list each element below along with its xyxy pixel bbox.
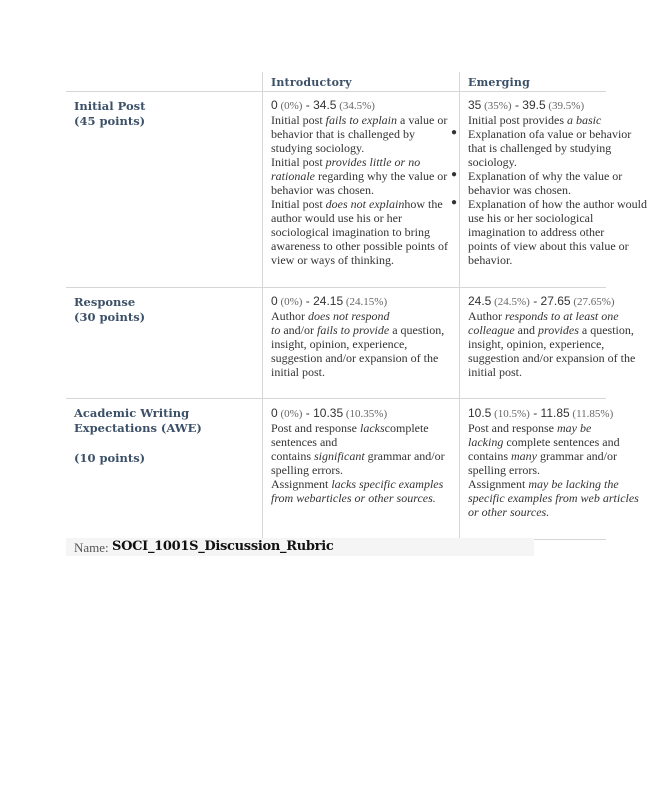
score-high: 10.35 bbox=[313, 406, 344, 420]
column-header-introductory: Introductory bbox=[271, 76, 352, 89]
criterion-text-line bbox=[468, 225, 606, 239]
pct-high: (11.85%) bbox=[569, 408, 614, 420]
pct-low: (10.5%) bbox=[491, 408, 530, 420]
text: how the bbox=[404, 197, 443, 211]
text: Explanation ofa value or behavior bbox=[468, 127, 632, 141]
criterion-points: (10 points) bbox=[74, 451, 146, 465]
text: initial post. bbox=[271, 365, 325, 379]
emphasized-text: colleague bbox=[468, 323, 515, 337]
pct-high: (39.5%) bbox=[545, 100, 585, 112]
text: Assignment bbox=[468, 477, 529, 491]
criterion-title-line2: Expectations (AWE) bbox=[74, 421, 202, 435]
score-high: 39.5 bbox=[522, 98, 546, 112]
text: grammar and/or bbox=[537, 449, 617, 463]
text: Explanation of why the value or bbox=[468, 169, 623, 183]
criterion-text-line bbox=[271, 169, 457, 183]
emphasized-text: lacks bbox=[360, 421, 385, 435]
score-low: 24.5 bbox=[468, 294, 492, 308]
text: complete sentences and bbox=[503, 435, 620, 449]
score-low: 0 bbox=[271, 406, 278, 420]
text: sociology. bbox=[468, 155, 517, 169]
cell-response-introductory bbox=[271, 294, 457, 379]
text: sociological imagination to bring bbox=[271, 225, 430, 239]
score-high: 27.65 bbox=[540, 294, 571, 308]
text: grammar and/or bbox=[364, 449, 445, 463]
criterion-awe bbox=[74, 406, 254, 466]
text: behavior that is challenged by bbox=[271, 127, 415, 141]
score-range bbox=[468, 98, 606, 113]
emphasized-text: significant bbox=[314, 449, 365, 463]
pct-low: (0%) bbox=[277, 408, 303, 420]
pct-high: (10.35%) bbox=[343, 408, 388, 420]
criterion-text-line bbox=[271, 127, 457, 141]
emphasized-text: lacks specific examples bbox=[331, 477, 444, 491]
text: author would use his or her bbox=[271, 211, 402, 225]
score-high: 24.15 bbox=[313, 294, 344, 308]
text: awareness to other possible points of bbox=[271, 239, 448, 253]
text: Author bbox=[271, 309, 308, 323]
text: contains bbox=[271, 449, 314, 463]
pct-high: (34.5%) bbox=[336, 100, 375, 112]
text: and/or bbox=[280, 323, 317, 337]
text: points of view about this value or bbox=[468, 239, 629, 253]
criterion-text-line bbox=[468, 239, 629, 253]
text: insight, opinion, experience, bbox=[468, 337, 605, 351]
emphasized-text: fails to provide bbox=[317, 323, 390, 337]
score-low: 35 bbox=[468, 98, 482, 112]
text: complete bbox=[384, 421, 429, 435]
criterion-text-line bbox=[271, 253, 457, 267]
score-dash: - bbox=[302, 294, 314, 308]
criterion-text-line bbox=[468, 477, 619, 491]
criterion-text-line bbox=[468, 155, 606, 169]
document-name: SOCI_1001S_Discussion_Rubric bbox=[112, 539, 334, 554]
text: spelling errors. bbox=[468, 463, 540, 477]
criterion-text-line bbox=[271, 323, 457, 337]
criterion-text-line bbox=[271, 225, 457, 239]
text: suggestion and/or expansion of the bbox=[468, 351, 636, 365]
criterion-text-line bbox=[468, 169, 623, 183]
criterion-text-line bbox=[271, 463, 457, 477]
text: imagination to address other bbox=[468, 225, 605, 239]
text: Post and response bbox=[468, 421, 557, 435]
name-label: Name: bbox=[74, 540, 109, 555]
criterion-text-line bbox=[271, 309, 457, 323]
pct-high: (27.65%) bbox=[570, 296, 615, 308]
criterion-title: Response bbox=[74, 295, 136, 309]
text: regarding why the value or bbox=[315, 169, 448, 183]
document-name-bar bbox=[66, 538, 534, 556]
text: studying sociology. bbox=[271, 141, 365, 155]
text: Initial post provides bbox=[468, 113, 567, 127]
criterion-text-line bbox=[468, 323, 634, 337]
criterion-text-line bbox=[468, 253, 606, 267]
score-dash: - bbox=[529, 294, 541, 308]
criterion-text-line bbox=[271, 351, 457, 365]
text: Assignment bbox=[271, 477, 332, 491]
score-high: 11.85 bbox=[540, 406, 570, 420]
text: a question, bbox=[578, 323, 634, 337]
emphasized-text: or other sources. bbox=[468, 505, 550, 519]
criterion-text-line bbox=[468, 463, 606, 477]
score-dash: - bbox=[511, 98, 523, 112]
criterion-text-line bbox=[271, 141, 457, 155]
criterion-text-line bbox=[468, 449, 617, 463]
text: Initial post bbox=[271, 113, 326, 127]
criterion-text-line bbox=[468, 197, 647, 211]
score-range bbox=[271, 406, 457, 421]
cell-initial-post-introductory bbox=[271, 98, 457, 267]
text: suggestion and/or expansion of the bbox=[271, 351, 439, 365]
text: view or ways of thinking. bbox=[271, 253, 394, 267]
criterion-text-line bbox=[468, 421, 606, 435]
text: Initial post bbox=[271, 155, 326, 169]
emphasized-text: may be bbox=[557, 421, 592, 435]
criterion-initial-post bbox=[74, 99, 254, 129]
criterion-text-line bbox=[468, 141, 612, 155]
emphasized-text: to bbox=[271, 323, 281, 337]
criterion-text-line bbox=[271, 477, 457, 491]
score-range bbox=[271, 98, 457, 113]
emphasized-text: many bbox=[511, 449, 537, 463]
criterion-text-line bbox=[271, 197, 457, 211]
criterion-text-line bbox=[468, 309, 619, 323]
text: initial post. bbox=[468, 365, 522, 379]
emphasized-text: may be lacking the bbox=[528, 477, 619, 491]
criterion-text-line bbox=[271, 449, 457, 463]
score-range bbox=[468, 406, 614, 421]
text: insight, opinion, experience, bbox=[271, 337, 408, 351]
emphasized-text: a basic bbox=[567, 113, 602, 127]
column-header-emerging: Emerging bbox=[468, 76, 530, 89]
column-divider bbox=[262, 72, 263, 539]
emphasized-text: does not explain bbox=[325, 197, 405, 211]
score-low: 10.5 bbox=[468, 406, 492, 420]
criterion-text-line bbox=[271, 113, 457, 127]
row-divider bbox=[66, 398, 606, 399]
score-range bbox=[271, 294, 457, 309]
emphasized-text: from webarticles or other sources. bbox=[271, 491, 436, 505]
bullet-icon: ● bbox=[451, 169, 458, 180]
text: behavior. bbox=[468, 253, 513, 267]
criterion-text-line bbox=[271, 211, 457, 225]
emphasized-text: lacking bbox=[468, 435, 504, 449]
text: Post and response bbox=[271, 421, 360, 435]
score-dash: - bbox=[302, 406, 314, 420]
criterion-title: Initial Post bbox=[74, 99, 146, 113]
emphasized-text: specific examples from web articles bbox=[468, 491, 639, 505]
pct-low: (0%) bbox=[277, 100, 303, 112]
score-high: 34.5 bbox=[313, 98, 337, 112]
criterion-title-line1: Academic Writing bbox=[74, 406, 190, 420]
emphasized-text: responds to at least one bbox=[505, 309, 619, 323]
pct-low: (35%) bbox=[481, 100, 512, 112]
cell-awe-emerging bbox=[468, 406, 639, 519]
text: Explanation of how the author would bbox=[468, 197, 647, 211]
text: sentences and bbox=[271, 435, 338, 449]
text: spelling errors. bbox=[271, 463, 343, 477]
text: use his or her sociological bbox=[468, 211, 594, 225]
cell-response-emerging bbox=[468, 294, 636, 379]
criterion-text-line bbox=[468, 183, 606, 197]
criterion-text-line bbox=[271, 337, 457, 351]
header-rule bbox=[66, 91, 606, 92]
text: behavior was chosen. bbox=[271, 183, 374, 197]
criterion-text-line bbox=[468, 337, 606, 351]
text: that is challenged by studying bbox=[468, 141, 612, 155]
bullet-icon: ● bbox=[451, 127, 458, 138]
score-low: 0 bbox=[271, 98, 278, 112]
criterion-text-line bbox=[468, 435, 620, 449]
cell-initial-post-emerging bbox=[468, 98, 647, 267]
criterion-text-line bbox=[468, 127, 632, 141]
bullet-icon: ● bbox=[451, 197, 458, 208]
criterion-text-line bbox=[271, 491, 457, 505]
criterion-text-line bbox=[271, 435, 457, 449]
pct-high: (24.15%) bbox=[343, 296, 388, 308]
criterion-text-line bbox=[271, 155, 457, 169]
column-divider bbox=[459, 72, 460, 539]
criterion-text-line bbox=[468, 211, 606, 225]
criterion-points: (45 points) bbox=[74, 114, 146, 128]
text: a question, bbox=[389, 323, 445, 337]
row-divider bbox=[66, 287, 606, 288]
emphasized-text: rationale bbox=[271, 169, 315, 183]
emphasized-text: provides little or no bbox=[325, 155, 421, 169]
emphasized-text: does not respond bbox=[308, 309, 390, 323]
score-dash: - bbox=[529, 406, 541, 420]
emphasized-text: provides bbox=[537, 323, 579, 337]
text: and bbox=[514, 323, 538, 337]
criterion-text-line bbox=[468, 113, 606, 127]
criterion-text-line bbox=[271, 365, 457, 379]
criterion-text-line bbox=[468, 505, 606, 519]
cell-awe-introductory bbox=[271, 406, 457, 505]
text: a value or bbox=[397, 113, 448, 127]
score-range bbox=[468, 294, 615, 309]
pct-low: (24.5%) bbox=[491, 296, 530, 308]
text: behavior was chosen. bbox=[468, 183, 571, 197]
criterion-text-line bbox=[271, 183, 457, 197]
criterion-text-line bbox=[468, 351, 636, 365]
text: Initial post bbox=[271, 197, 326, 211]
text: contains bbox=[468, 449, 511, 463]
criterion-text-line bbox=[468, 491, 639, 505]
pct-low: (0%) bbox=[277, 296, 303, 308]
criterion-points: (30 points) bbox=[74, 310, 146, 324]
score-dash: - bbox=[302, 98, 314, 112]
score-low: 0 bbox=[271, 294, 278, 308]
criterion-text-line bbox=[271, 239, 457, 253]
criterion-text-line bbox=[271, 421, 457, 435]
emphasized-text: fails to explain bbox=[325, 113, 397, 127]
criterion-text-line bbox=[468, 365, 606, 379]
text: Author bbox=[468, 309, 505, 323]
criterion-response bbox=[74, 295, 254, 325]
